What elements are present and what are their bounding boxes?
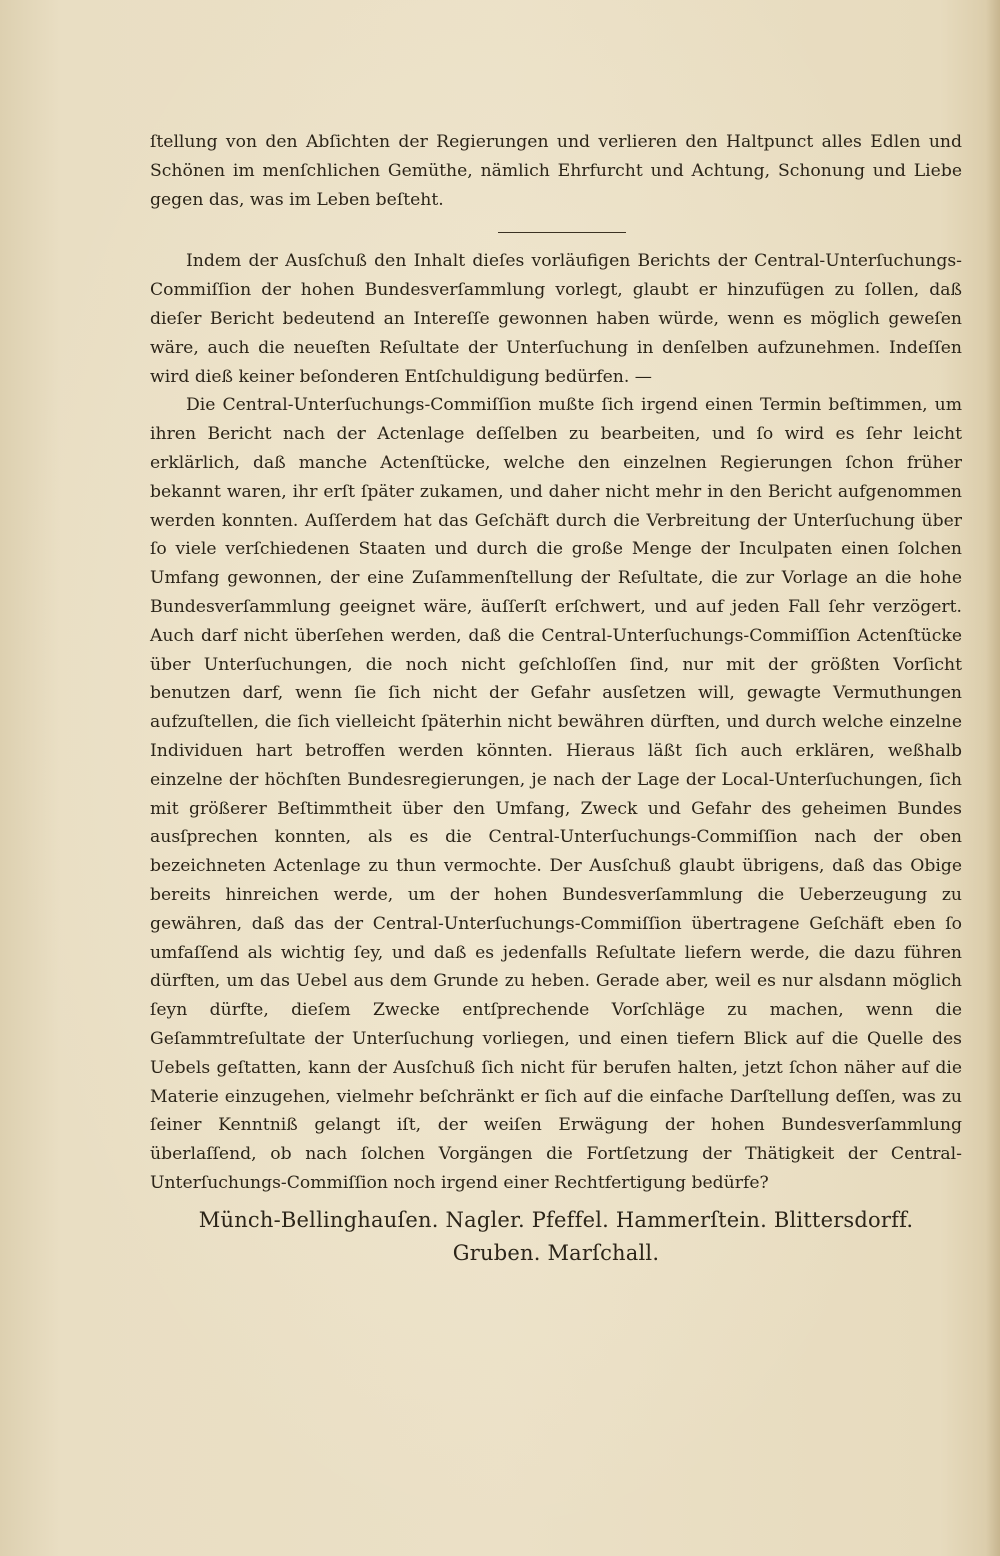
paragraph-continuation: ſtellung von den Abſichten der Regierungen und verlieren den Haltpunct alles Edlen und Schönen im menſchlichen Gemüthe, nämlich Ehrfurcht und Achtung, Schonung und Liebe gegen das, was im Leben beſteht. (150, 132, 962, 210)
signature-block (150, 1204, 962, 1270)
signature-line-2: Gruben. Marſchall. (452, 1241, 660, 1265)
section-divider (498, 232, 626, 233)
page-edge-shadow (986, 0, 1000, 1556)
paragraph-commission-explanation: Die Central-Unterſuchungs-Commiſſion mußte ſich irgend einen Termin beſtimmen, um ihren Bericht nach der Actenlage deſſelben zu bearbeiten, und ſo wird es ſehr leicht erklärlich, daß manche Actenſtücke, welche den einzelnen Regierungen ſchon früher bekannt waren, ihr erſt ſpäter zukamen, und daher nicht mehr in den Bericht aufgenommen werden konnten. Auſſerdem hat das Geſchäft durch die Verbreitung der Unterſuchung über ſo viele verſchiedenen Staaten und durch die große Menge der Inculpaten einen ſolchen Umfang gewonnen, der eine Zuſammenſtellung der Reſultate, die zur Vorlage an die hohe Bundesverſammlung geeignet wäre, äuſſerſt erſchwert, und auf jeden Fall ſehr verzögert. Auch darf nicht überſehen werden, daß die Central-Unterſuchungs-Commiſſion Actenſtücke über Unterſuchungen, die noch nicht geſchloſſen ſind, nur mit der größten Vorſicht benutzen darf, wenn ſie ſich nicht der Gefahr ausſetzen will, gewagte Vermuthungen aufzuſtellen, die ſich vielleicht ſpäterhin nicht bewähren dürften, und durch welche einzelne Individuen hart betroffen werden könnten. Hieraus läßt ſich auch erklären, weßhalb einzelne der höchſten Bundesregierungen, je nach der Lage der Local-Unterſuchungen, ſich mit größerer Beſtimmtheit über den Umfang, Zweck und Gefahr des geheimen Bundes ausſprechen konnten, als es die Central-Unterſuchungs-Commiſſion nach der oben bezeichneten Actenlage zu thun vermochte. Der Ausſchuß glaubt übrigens, daß das Obige bereits hinreichen werde, um der hohen Bundesverſammlung die Ueberzeugung zu gewähren, daß das der Central-Unterſuchungs-Commiſſion übertragene Geſchäft eben ſo umfaſſend als wichtig ſey, und daß es jedenfalls Reſultate liefern werde, die dazu führen dürften, um das Uebel aus dem Grunde zu heben. Gerade aber, weil es nur alsdann möglich ſeyn dürfte, dieſem Zwecke entſprechende Vorſchläge zu machen, wenn die Geſammtreſultate der Unterſuchung vorliegen, und einen tiefern Blick auf die Quelle des Uebels geſtatten, kann der Ausſchuß ſich nicht für berufen halten, jetzt ſchon näher auf die Materie einzugehen, vielmehr beſchränkt er ſich auf die einfache Darſtellung deſſen, was zu ſeiner Kenntniß gelangt iſt, der weiſen Erwägung der hohen Bundesverſammlung überlaſſend, ob nach ſolchen Vorgängen die Fortſetzung der Thätigkeit der Central-Unterſuchungs-Commiſſion noch irgend einer Rechtfertigung bedürfe? (150, 395, 962, 1193)
paragraph-committee-report: Indem der Ausſchuß den Inhalt dieſes vorläufigen Berichts der Central-Unterſuchungs-Commiſſion der hohen Bundesverſammlung vorlegt, glaubt er hinzufügen zu ſollen, daß dieſer Bericht bedeutend an Intereſſe gewonnen haben würde, wenn es möglich geweſen wäre, auch die neueſten Reſultate der Unterſuchung in denſelben aufzunehmen. Indeſſen wird dieß keiner beſonderen Entſchuldigung bedürfen. — (150, 251, 962, 387)
signature-line-1: Münch-Bellinghauſen. Nagler. Pfeffel. Hammerſtein. Blittersdorff. (198, 1208, 914, 1232)
body-text (150, 128, 962, 1198)
